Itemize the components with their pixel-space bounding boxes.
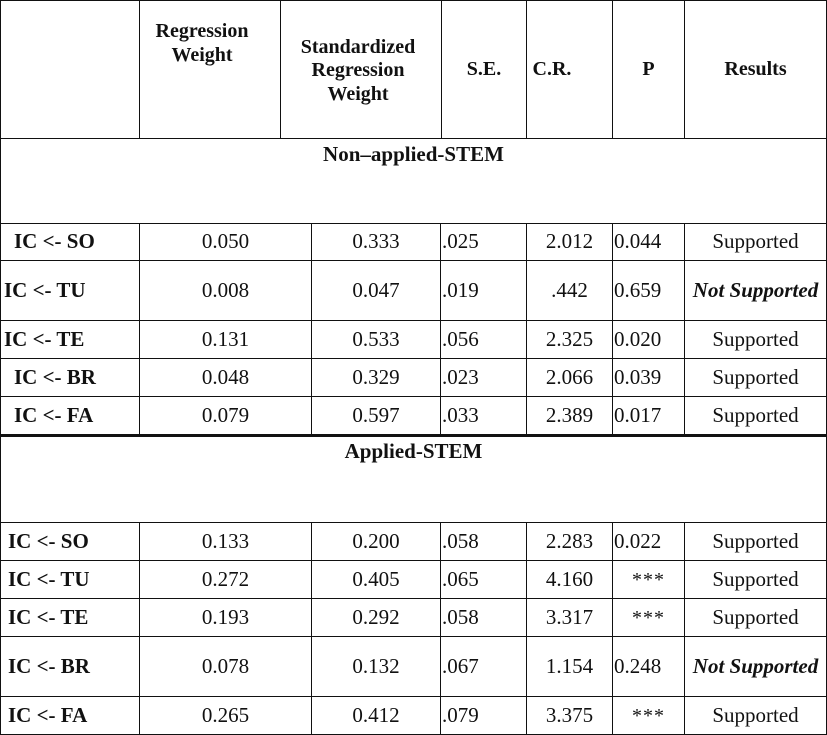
p-cell: 0.022 xyxy=(614,528,662,553)
header-results: Results xyxy=(724,58,787,81)
srw-cell: 0.533 xyxy=(352,326,400,351)
cr-cell: 2.325 xyxy=(545,326,594,351)
section-title-non-applied-stem: Non–applied-STEM xyxy=(323,142,504,167)
result-cell: Supported xyxy=(712,229,799,254)
path-label: IC <- SO xyxy=(14,229,95,254)
header-cr: C.R. xyxy=(532,58,572,81)
rw-cell: 0.008 xyxy=(201,277,250,302)
se-cell: .079 xyxy=(442,702,479,727)
cr-cell: 3.317 xyxy=(545,604,594,629)
srw-cell: 0.329 xyxy=(352,364,400,389)
rw-cell: 0.079 xyxy=(201,402,250,427)
se-cell: .058 xyxy=(442,604,479,629)
result-cell: Supported xyxy=(712,604,799,629)
se-cell: .023 xyxy=(442,364,479,389)
path-label: IC <- FA xyxy=(8,702,88,727)
result-cell: Supported xyxy=(712,364,799,389)
srw-cell: 0.292 xyxy=(352,604,400,629)
srw-cell: 0.047 xyxy=(352,277,400,302)
header-p: P xyxy=(642,58,655,81)
srw-cell: 0.200 xyxy=(352,528,400,553)
se-cell: .058 xyxy=(442,528,479,553)
header-se: S.E. xyxy=(466,58,502,81)
srw-cell: 0.132 xyxy=(352,653,400,678)
path-label: IC <- TU xyxy=(4,277,86,302)
se-cell: .056 xyxy=(442,326,479,351)
p-cell: 0.248 xyxy=(614,653,662,678)
section-title-applied-stem: Applied-STEM xyxy=(344,439,483,464)
p-cell: 0.039 xyxy=(614,364,662,389)
rw-cell: 0.078 xyxy=(201,653,250,678)
cr-cell: 4.160 xyxy=(545,566,594,591)
p-cell: *** xyxy=(632,568,665,591)
se-cell: .019 xyxy=(442,277,479,302)
srw-cell: 0.597 xyxy=(352,402,400,427)
srw-cell: 0.405 xyxy=(352,566,400,591)
rw-cell: 0.133 xyxy=(201,528,250,553)
p-cell: 0.659 xyxy=(614,277,662,302)
rw-cell: 0.272 xyxy=(201,566,250,591)
result-cell: Supported xyxy=(712,566,799,591)
path-label: IC <- TU xyxy=(8,566,90,591)
result-cell: Supported xyxy=(712,326,799,351)
cr-cell: 2.012 xyxy=(545,229,594,254)
rw-cell: 0.131 xyxy=(201,326,250,351)
cr-cell: 3.375 xyxy=(545,702,594,727)
result-cell: Not Supported xyxy=(692,277,819,302)
path-label: IC <- TE xyxy=(8,604,89,629)
cr-cell: 2.066 xyxy=(545,364,594,389)
se-cell: .067 xyxy=(442,653,479,678)
result-cell: Supported xyxy=(712,702,799,727)
header-regression-weight: Regression Weight xyxy=(155,20,249,66)
p-cell: 0.020 xyxy=(614,326,662,351)
cr-cell: 1.154 xyxy=(545,653,594,678)
result-cell: Supported xyxy=(712,402,799,427)
result-cell: Not Supported xyxy=(692,653,819,678)
path-label: IC <- TE xyxy=(4,326,85,351)
path-label: IC <- SO xyxy=(8,528,89,553)
rw-cell: 0.193 xyxy=(201,604,250,629)
path-label: IC <- BR xyxy=(8,653,90,678)
header-standardized-regression-weight: Standardized Regression Weight xyxy=(300,35,416,105)
p-cell: 0.017 xyxy=(614,402,662,427)
se-cell: .025 xyxy=(442,229,479,254)
srw-cell: 0.333 xyxy=(352,229,400,254)
cr-cell: 2.389 xyxy=(545,402,594,427)
rw-cell: 0.265 xyxy=(201,702,250,727)
cr-cell: 2.283 xyxy=(545,528,594,553)
se-cell: .065 xyxy=(442,566,479,591)
p-cell: 0.044 xyxy=(614,229,662,254)
rw-cell: 0.050 xyxy=(201,229,250,254)
path-label: IC <- BR xyxy=(14,364,96,389)
rw-cell: 0.048 xyxy=(201,364,250,389)
se-cell: .033 xyxy=(442,402,479,427)
p-cell: *** xyxy=(632,606,665,629)
path-label: IC <- FA xyxy=(14,402,94,427)
srw-cell: 0.412 xyxy=(352,702,400,727)
result-cell: Supported xyxy=(712,528,799,553)
p-cell: *** xyxy=(632,704,665,727)
cr-cell: .442 xyxy=(551,277,588,302)
